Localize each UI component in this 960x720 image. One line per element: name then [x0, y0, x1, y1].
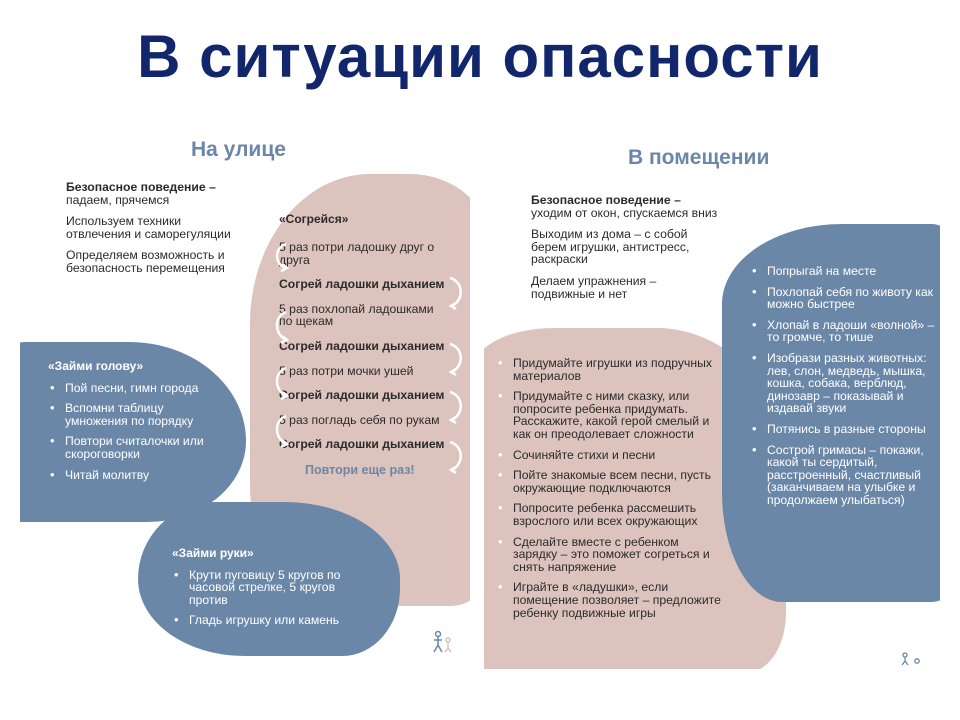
list-item: • Сделайте вместе с ребенком зарядку – это поможет согреться и снять напряжение [496, 536, 724, 574]
curved-arrow-icon [444, 342, 466, 376]
list-item: • Сочиняйте стихи и песни [496, 449, 724, 462]
list-item: • Вспомни таблицу умножения по порядку [48, 402, 228, 427]
street-safe-rest: падаем, прячемся [66, 192, 170, 207]
indoors-safe-rest: уходим от окон, спускаемся вниз [531, 205, 718, 220]
list-item: • Пойте знакомые всем песни, пусть окружающие подключаются [496, 469, 724, 494]
list-item: • Сострой гримасы – покажи, какой ты сердитый, расстроенный, счастливый (заканчиваем на улыбке и продолжаем улыбаться) [750, 444, 938, 507]
list-item: • Играйте в «ладушки», если помещение позволяет – предложите ребенку подвижные игры [496, 581, 724, 619]
list-item: • Попросите ребенка рассмешить взрослого или всех окружающих [496, 502, 724, 527]
indoors-exercise: Делаем упражнения – подвижные и нет [531, 273, 657, 301]
warm-step: Согрей ладошки дыханием [279, 388, 445, 403]
list-item: • Хлопай в ладоши «волной» – то громче, то тише [750, 319, 938, 344]
warm-step: Согрей ладошки дыханием [279, 338, 445, 353]
curved-arrow-icon [272, 242, 294, 272]
warm-step: Согрей ладошки дыханием [279, 437, 445, 452]
hands-block [172, 547, 372, 635]
curved-arrow-icon [444, 440, 466, 474]
family-icon [432, 630, 454, 654]
warm-step: Согрей ладошки дыханием [279, 277, 445, 292]
page-title: В ситуации опасности [137, 23, 823, 90]
list-item: • Читай молитву [48, 469, 228, 482]
list-item: • Придумайте с ними сказку, или попросите ребенка придумать. Расскажите, какой герой смелый и как он преодолевает сложности [496, 390, 724, 440]
warm-step: 5 раз погладь себя по рукам [279, 412, 440, 427]
warm-block-title: «Согрейся» [279, 212, 349, 226]
street-intro [66, 181, 236, 284]
list-item: • Крути пуговицу 5 кругов по часовой стрелке, 5 кругов против [172, 569, 372, 607]
hands-block-title: «Займи руки» [172, 546, 254, 560]
head-block [48, 360, 228, 489]
curved-arrow-icon [272, 310, 294, 344]
warm-step: 5 раз потри мочки ушей [279, 363, 414, 378]
street-safe-bold: Безопасное поведение – [66, 180, 216, 194]
street-determine: Определяем возможность и безопасность перемещения [66, 248, 225, 275]
warm-step: 5 раз потри ладошку друг о друга [279, 240, 435, 267]
curved-arrow-icon [444, 390, 466, 424]
list-item: • Изобрази разных животных: лев, слон, медведь, мышка, кошка, собака, верблюд, динозавр – показывай и издавай звуки [750, 352, 938, 415]
list-item: • Придумайте игрушки из подручных материалов [496, 357, 724, 382]
list-item: • Гладь игрушку или камень [172, 614, 372, 627]
head-block-title: «Займи голову» [48, 359, 144, 373]
list-item: • Повтори считалочки или скороговорки [48, 435, 228, 460]
list-item: • Похлопай себя по животу как можно быстрее [750, 286, 938, 311]
indoors-heading: В помещении [628, 146, 770, 169]
curved-arrow-icon [272, 366, 294, 400]
list-item: • Пой песни, гимн города [48, 382, 228, 395]
indoors-intro [531, 194, 721, 309]
street-panel [20, 124, 470, 661]
indoors-blue-list [750, 265, 938, 515]
indoors-safe-bold: Безопасное поведение – [531, 193, 681, 207]
logo-icon [900, 652, 924, 666]
street-techniques: Используем техники отвлечения и саморегуляции [66, 214, 231, 241]
indoors-pink-list [496, 357, 724, 627]
indoors-panel [484, 128, 940, 669]
street-heading: На улице [191, 138, 286, 161]
warm-block [279, 212, 469, 477]
repeat-label: Повтори еще раз! [305, 462, 415, 477]
curved-arrow-icon [444, 276, 466, 310]
curved-arrow-icon [272, 414, 294, 448]
list-item: • Потянись в разные стороны [750, 423, 938, 436]
warm-step: 5 раз похлопай ладошками по щекам [279, 301, 434, 329]
list-item: • Попрыгай на месте [750, 265, 938, 278]
indoors-leave: Выходим из дома – с собой берем игрушки, антистресс, раскраски [531, 227, 690, 267]
